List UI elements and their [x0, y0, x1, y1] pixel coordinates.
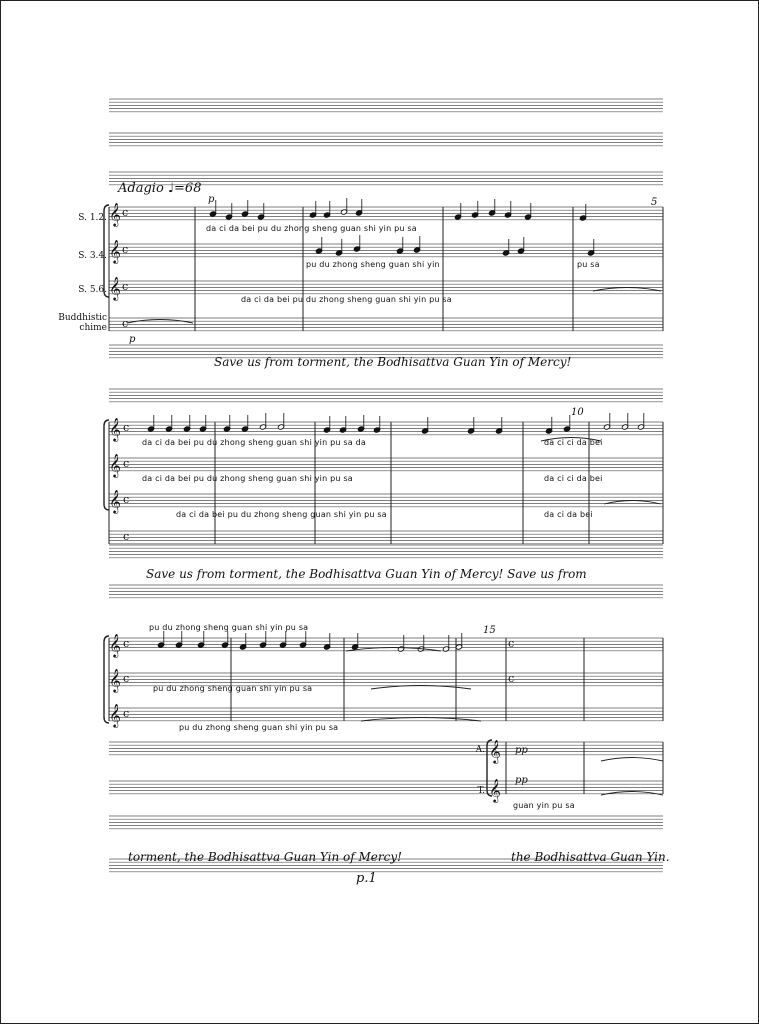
lyrics-sys2-s34b: da ci ci da bei [544, 474, 603, 483]
lyrics-sys2-s56b: da ci da bei [544, 510, 593, 519]
treble-clef-icon: 𝄞 [109, 453, 121, 477]
time-signature-icon: c [123, 637, 130, 650]
dynamic-pp-tenor: pp [515, 775, 528, 786]
time-signature-icon: c [123, 493, 130, 506]
part-label-chime [57, 313, 107, 333]
lyrics-sys3-s34: pu du zhong sheng guan shi yin pu sa [153, 684, 313, 693]
treble-clef-icon: 𝄞 [109, 239, 121, 263]
measure-number-10: 10 [571, 407, 584, 418]
lyrics-sys3-alto-tenor: guan yin pu sa [513, 801, 575, 810]
treble-clef-icon: 𝄞 [109, 703, 121, 727]
lyrics-sys2-s12b: da ci ci da bei [544, 438, 603, 447]
time-signature-icon: c [122, 243, 129, 256]
treble-clef-icon: 𝄞 [109, 668, 121, 692]
part-label-alto: A. [475, 745, 485, 755]
dynamic-p-top: p [208, 194, 215, 205]
part-label-s34: S. 3.4. [78, 251, 107, 261]
time-signature-icon: c [122, 317, 129, 330]
tempo-marking: Adagio ♩=68 [118, 181, 202, 196]
time-signature-icon: c [123, 707, 130, 720]
translation-line-3a: torment, the Bodhisattva Guan Yin of Mercy! [128, 850, 402, 864]
treble-clef-icon: 𝄞 [109, 276, 121, 300]
treble-clef-icon: 𝄞 [109, 633, 121, 657]
treble-clef-icon: 𝄞 [489, 778, 501, 802]
time-signature-icon: c [123, 421, 130, 434]
translation-line-3b: the Bodhisattva Guan Yin. [511, 850, 670, 864]
treble-clef-icon: 𝄞 [109, 417, 121, 441]
translation-line-1: Save us from torment, the Bodhisattva Guan Yin of Mercy! [214, 355, 572, 369]
lyrics-sys2-s56: da ci da bei pu du zhong sheng guan shi yin pu sa [176, 510, 387, 519]
translation-line-2: Save us from torment, the Bodhisattva Guan Yin of Mercy! Save us from [146, 567, 587, 581]
lyrics-sys3-s12: pu du zhong sheng guan shi yin pu sa [149, 623, 309, 632]
time-signature-icon: c [122, 280, 129, 293]
treble-clef-icon: 𝄞 [109, 202, 121, 226]
lyrics-sys2-s34: da ci da bei pu du zhong sheng guan shi yin pu sa [142, 474, 353, 483]
measure-number-15: 15 [483, 625, 496, 636]
lyrics-sys3-s56: pu du zhong sheng guan shi yin pu sa [179, 723, 339, 732]
time-signature-icon: c [123, 672, 130, 685]
time-signature-icon: c [508, 672, 515, 685]
slur [601, 758, 663, 762]
chime-label-line1: Buddhistic [58, 313, 107, 323]
lyrics-sys1-s34: pu sa [577, 260, 600, 269]
time-signature-icon: c [123, 530, 130, 543]
lyrics-sys1-s34b: pu du zhong sheng guan shi yin [306, 260, 440, 269]
measure-number-5: 5 [651, 197, 658, 208]
treble-clef-icon: 𝄞 [489, 739, 501, 763]
slur [601, 792, 663, 796]
chime-label-line2: chime [79, 323, 107, 333]
part-label-s12: S. 1.2. [78, 213, 107, 223]
time-signature-icon: c [123, 457, 130, 470]
time-signature-icon: c [508, 637, 515, 650]
lyrics-sys1-s56: da ci da bei pu du zhong sheng guan shi yin pu sa [241, 295, 452, 304]
part-label-s56: S. 5.6. [78, 285, 107, 295]
time-signature-icon: c [122, 206, 129, 219]
page-number: p.1 [356, 871, 377, 886]
part-label-tenor: T. [477, 786, 485, 796]
treble-clef-icon: 𝄞 [109, 489, 121, 513]
dynamic-p-chime: p [129, 334, 136, 345]
lyrics-sys1-s12: da ci da bei pu du zhong sheng guan shi yin pu sa [206, 224, 417, 233]
dynamic-pp-alto: pp [515, 745, 528, 756]
lyrics-sys2-s12: da ci da bei pu du zhong sheng guan shi yin pu sa da [142, 438, 366, 447]
